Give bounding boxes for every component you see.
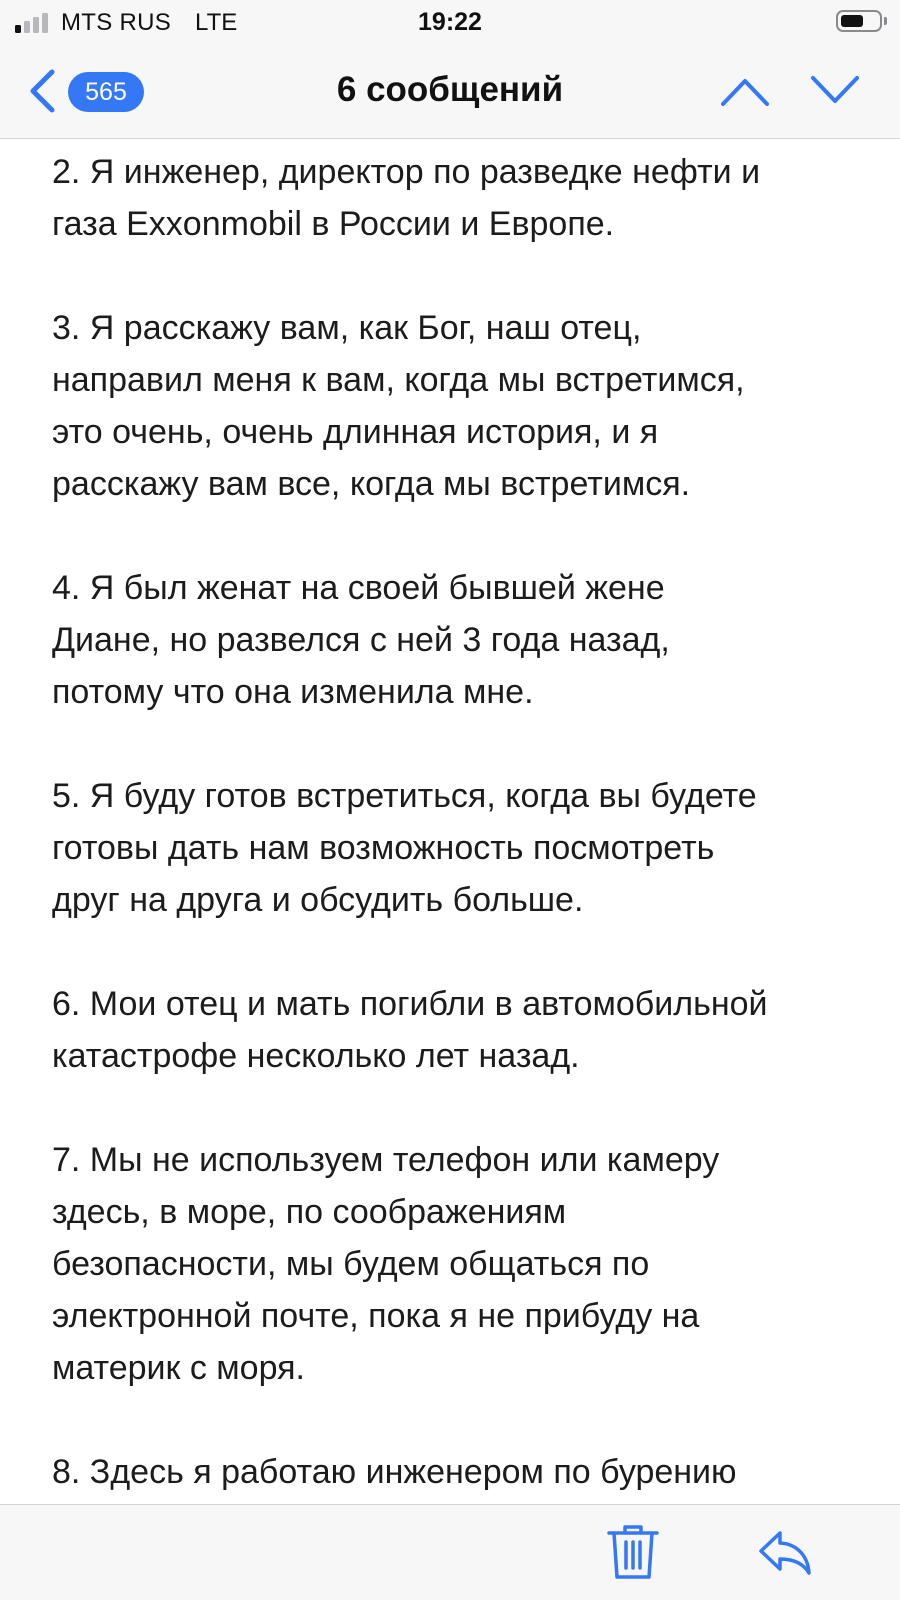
page-title: 6 сообщений: [336, 70, 564, 109]
battery-icon: [836, 10, 882, 32]
message-body: [52, 146, 852, 1550]
chevron-up-icon[interactable]: [718, 70, 772, 112]
status-time: 19:22: [418, 8, 482, 36]
bottom-toolbar: [0, 1504, 900, 1600]
battery-tip: [884, 17, 887, 25]
message-paragraph: 4. Я был женат на своей бывшей жене Диане, но развелся с ней 3 года назад, потому что она изменила мне.: [52, 569, 670, 711]
trash-icon[interactable]: [605, 1521, 661, 1581]
message-paragraph: 7. Мы не используем телефон или камеру здесь, в море, по соображениям безопасности, мы будем общаться по электронной почте, пока я не прибуду на материк с моря.: [52, 1141, 720, 1387]
message-paragraph: 3. Я расскажу вам, как Бог, наш отец, направил меня к вам, когда мы встретимся, это очень, очень длинная история, и я расскажу вам все, когда мы встретимся.: [52, 309, 745, 503]
carrier-name: MTS RUS: [61, 9, 172, 36]
navigation-bar: [0, 46, 900, 139]
unread-count-badge: 565: [68, 72, 144, 112]
reply-icon[interactable]: [757, 1521, 813, 1581]
chevron-down-icon[interactable]: [808, 70, 862, 112]
message-paragraph: 2. Я инженер, директор по разведке нефти и газа Exxonmobil в России и Европе.: [52, 153, 761, 243]
message-paragraph: 5. Я буду готов встретиться, когда вы будете готовы дать нам возможность посмотреть друг на друга и обсудить больше.: [52, 777, 757, 919]
battery-level-fill: [841, 15, 863, 27]
status-bar: [0, 0, 900, 46]
message-paragraph: 6. Мои отец и мать погибли в автомобильной катастрофе несколько лет назад.: [52, 985, 768, 1075]
network-type: LTE: [195, 9, 238, 36]
message-paragraph: 8. Здесь я работаю инженером по бурению: [52, 1453, 737, 1491]
